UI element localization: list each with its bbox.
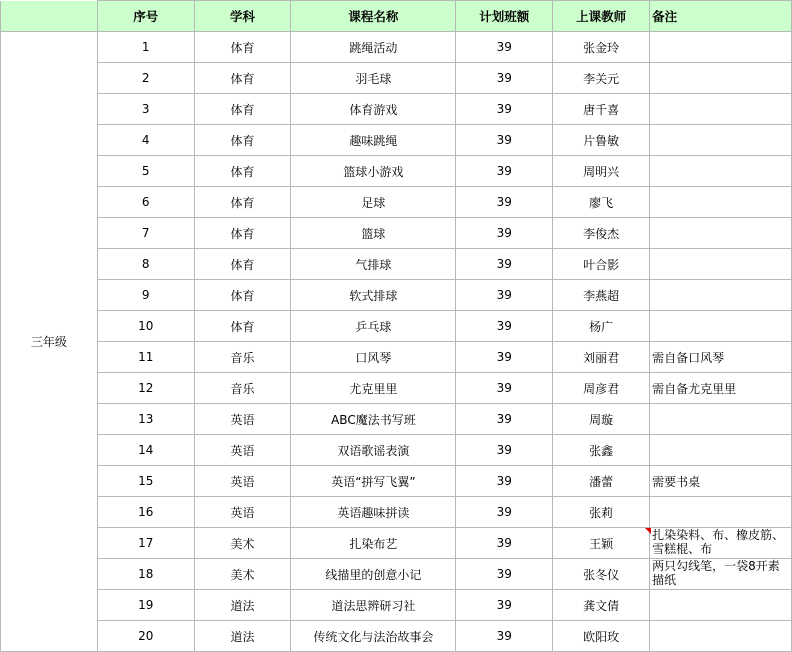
table-row <box>1 280 792 311</box>
row-teacher-cell[interactable]: 李燕超 <box>553 280 650 311</box>
row-size-cell[interactable]: 39 <box>456 32 553 63</box>
row-size-cell[interactable]: 39 <box>456 621 553 652</box>
row-size-cell[interactable]: 39 <box>456 466 553 497</box>
row-subject-cell[interactable]: 英语 <box>194 404 291 435</box>
row-size-cell[interactable]: 39 <box>456 94 553 125</box>
row-note-cell[interactable] <box>650 280 792 311</box>
row-note-cell[interactable] <box>650 218 792 249</box>
row-no-cell[interactable]: 13 <box>97 404 194 435</box>
table-row <box>1 466 792 497</box>
row-size-cell[interactable]: 39 <box>456 218 553 249</box>
row-no-cell[interactable]: 12 <box>97 373 194 404</box>
table-row <box>1 404 792 435</box>
row-note-cell[interactable] <box>650 497 792 528</box>
row-subject-cell[interactable]: 音乐 <box>194 373 291 404</box>
row-teacher-cell[interactable]: 唐千喜 <box>553 94 650 125</box>
row-size-cell[interactable]: 39 <box>456 559 553 590</box>
row-no-cell[interactable]: 1 <box>97 32 194 63</box>
row-size-cell[interactable]: 39 <box>456 311 553 342</box>
row-teacher-cell[interactable]: 张莉 <box>553 497 650 528</box>
row-subject-cell[interactable]: 英语 <box>194 435 291 466</box>
table-row <box>1 187 792 218</box>
row-size-cell[interactable]: 39 <box>456 373 553 404</box>
row-course-cell[interactable]: 乒乓球 <box>291 311 456 342</box>
row-no-cell[interactable]: 3 <box>97 94 194 125</box>
row-course-cell[interactable]: 软式排球 <box>291 280 456 311</box>
row-subject-cell[interactable]: 英语 <box>194 466 291 497</box>
row-course-cell[interactable]: 趣味跳绳 <box>291 125 456 156</box>
row-size-cell[interactable]: 39 <box>456 590 553 621</box>
header-note[interactable]: 备注 <box>650 1 792 32</box>
row-teacher-cell[interactable]: 潘蕾 <box>553 466 650 497</box>
row-subject-cell[interactable]: 美术 <box>194 528 291 559</box>
row-teacher-cell[interactable]: 周明兴 <box>553 156 650 187</box>
row-teacher-cell[interactable]: 廖飞 <box>553 187 650 218</box>
row-no-cell[interactable]: 4 <box>97 125 194 156</box>
row-course-cell[interactable]: 篮球小游戏 <box>291 156 456 187</box>
table-row <box>1 125 792 156</box>
row-no-cell[interactable]: 8 <box>97 249 194 280</box>
row-course-cell[interactable]: 线描里的创意小记 <box>291 559 456 590</box>
row-course-cell[interactable]: 英语“拼写飞翼” <box>291 466 456 497</box>
header-teacher[interactable]: 上课教师 <box>553 1 650 32</box>
row-subject-cell[interactable]: 英语 <box>194 497 291 528</box>
row-no-cell[interactable]: 2 <box>97 63 194 94</box>
row-note-cell[interactable]: 扎染染料、布、橡皮筋、雪糕棍、布 <box>650 528 792 559</box>
header-course[interactable]: 课程名称 <box>291 1 456 32</box>
row-no-cell[interactable]: 17 <box>97 528 194 559</box>
row-size-cell[interactable]: 39 <box>456 342 553 373</box>
row-note-cell[interactable]: 需自备尤克里里 <box>650 373 792 404</box>
row-teacher-cell[interactable]: 张金玲 <box>553 32 650 63</box>
row-subject-cell[interactable]: 体育 <box>194 218 291 249</box>
row-course-cell[interactable]: 传统文化与法治故事会 <box>291 621 456 652</box>
row-teacher-cell[interactable]: 周璇 <box>553 404 650 435</box>
row-teacher-cell[interactable]: 李关元 <box>553 63 650 94</box>
row-subject-cell[interactable]: 音乐 <box>194 342 291 373</box>
row-note-cell[interactable] <box>650 63 792 94</box>
table-row <box>1 218 792 249</box>
table-row <box>1 342 792 373</box>
row-teacher-cell[interactable]: 李俊杰 <box>553 218 650 249</box>
row-note-cell[interactable] <box>650 156 792 187</box>
row-teacher-cell[interactable]: 欧阳玫 <box>553 621 650 652</box>
row-course-cell[interactable]: 扎染布艺 <box>291 528 456 559</box>
row-no-cell[interactable]: 6 <box>97 187 194 218</box>
row-teacher-cell[interactable]: 片鲁敏 <box>553 125 650 156</box>
row-subject-cell[interactable]: 体育 <box>194 94 291 125</box>
row-subject-cell[interactable]: 体育 <box>194 249 291 280</box>
row-course-cell[interactable]: 英语趣味拼读 <box>291 497 456 528</box>
row-no-cell[interactable]: 11 <box>97 342 194 373</box>
row-subject-cell[interactable]: 体育 <box>194 125 291 156</box>
header-row <box>1 1 792 32</box>
row-size-cell[interactable]: 39 <box>456 125 553 156</box>
row-size-cell[interactable]: 39 <box>456 156 553 187</box>
row-teacher-cell[interactable]: 龚文倩 <box>553 590 650 621</box>
row-teacher-cell[interactable]: 张冬仪 <box>553 559 650 590</box>
row-subject-cell[interactable]: 体育 <box>194 311 291 342</box>
table-row <box>1 528 792 559</box>
row-note-cell[interactable] <box>650 311 792 342</box>
row-size-cell[interactable]: 39 <box>456 187 553 218</box>
row-size-cell[interactable]: 39 <box>456 435 553 466</box>
row-size-cell[interactable]: 39 <box>456 497 553 528</box>
table-row <box>1 156 792 187</box>
row-note-cell[interactable] <box>650 621 792 652</box>
row-no-cell[interactable]: 20 <box>97 621 194 652</box>
row-size-cell[interactable]: 39 <box>456 404 553 435</box>
grade-header-cell[interactable] <box>1 1 98 32</box>
row-subject-cell[interactable]: 道法 <box>194 621 291 652</box>
row-note-cell[interactable] <box>650 32 792 63</box>
row-no-cell[interactable]: 10 <box>97 311 194 342</box>
row-course-cell[interactable]: 双语歌谣表演 <box>291 435 456 466</box>
row-course-cell[interactable]: 尤克里里 <box>291 373 456 404</box>
row-size-cell[interactable]: 39 <box>456 249 553 280</box>
row-note-cell[interactable]: 两只勾线笔，一袋8开素描纸 <box>650 559 792 590</box>
row-size-cell[interactable]: 39 <box>456 280 553 311</box>
row-teacher-cell[interactable]: 周彦君 <box>553 373 650 404</box>
row-subject-cell[interactable]: 道法 <box>194 590 291 621</box>
row-course-cell[interactable]: ABC魔法书写班 <box>291 404 456 435</box>
table-row <box>1 373 792 404</box>
table-row <box>1 94 792 125</box>
table-row <box>1 435 792 466</box>
table-row <box>1 497 792 528</box>
row-subject-cell[interactable]: 体育 <box>194 187 291 218</box>
comment-indicator-icon[interactable] <box>645 528 651 534</box>
row-no-cell[interactable]: 16 <box>97 497 194 528</box>
row-note-cell[interactable] <box>650 590 792 621</box>
table-row <box>1 590 792 621</box>
row-course-cell[interactable]: 跳绳活动 <box>291 32 456 63</box>
row-note-cell[interactable]: 需自备口风琴 <box>650 342 792 373</box>
row-size-cell[interactable]: 39 <box>456 528 553 559</box>
row-note-cell[interactable] <box>650 94 792 125</box>
table-row <box>1 621 792 652</box>
row-note-cell[interactable]: 需要书桌 <box>650 466 792 497</box>
row-note-cell[interactable] <box>650 187 792 218</box>
row-no-cell[interactable]: 14 <box>97 435 194 466</box>
row-course-cell[interactable]: 篮球 <box>291 218 456 249</box>
row-course-cell[interactable]: 足球 <box>291 187 456 218</box>
table-row <box>1 559 792 590</box>
table-row <box>1 249 792 280</box>
row-teacher-cell[interactable]: 刘丽君 <box>553 342 650 373</box>
row-note-cell[interactable] <box>650 404 792 435</box>
row-course-cell[interactable]: 道法思辨研习社 <box>291 590 456 621</box>
row-size-cell[interactable]: 39 <box>456 63 553 94</box>
row-course-cell[interactable]: 体育游戏 <box>291 94 456 125</box>
row-course-cell[interactable]: 气排球 <box>291 249 456 280</box>
table-row <box>1 32 792 63</box>
row-course-cell[interactable]: 口风琴 <box>291 342 456 373</box>
row-no-cell[interactable]: 19 <box>97 590 194 621</box>
row-teacher-cell[interactable]: 叶合影 <box>553 249 650 280</box>
grade-cell[interactable]: 三年级 <box>1 32 98 652</box>
row-note-cell[interactable] <box>650 249 792 280</box>
row-subject-cell[interactable]: 体育 <box>194 32 291 63</box>
row-teacher-cell[interactable]: 张鑫 <box>553 435 650 466</box>
row-no-cell[interactable]: 15 <box>97 466 194 497</box>
table-row <box>1 311 792 342</box>
row-teacher-cell[interactable]: 王颖 <box>553 528 650 559</box>
row-no-cell[interactable]: 18 <box>97 559 194 590</box>
header-size[interactable]: 计划班额 <box>456 1 553 32</box>
row-subject-cell[interactable]: 体育 <box>194 63 291 94</box>
row-no-cell[interactable]: 7 <box>97 218 194 249</box>
row-teacher-cell[interactable]: 杨广 <box>553 311 650 342</box>
row-subject-cell[interactable]: 体育 <box>194 280 291 311</box>
row-no-cell[interactable]: 9 <box>97 280 194 311</box>
row-note-cell[interactable] <box>650 435 792 466</box>
header-no[interactable]: 序号 <box>97 1 194 32</box>
row-course-cell[interactable]: 羽毛球 <box>291 63 456 94</box>
row-subject-cell[interactable]: 体育 <box>194 156 291 187</box>
row-no-cell[interactable]: 5 <box>97 156 194 187</box>
row-note-cell[interactable] <box>650 125 792 156</box>
row-subject-cell[interactable]: 美术 <box>194 559 291 590</box>
table-row <box>1 63 792 94</box>
header-subject[interactable]: 学科 <box>194 1 291 32</box>
